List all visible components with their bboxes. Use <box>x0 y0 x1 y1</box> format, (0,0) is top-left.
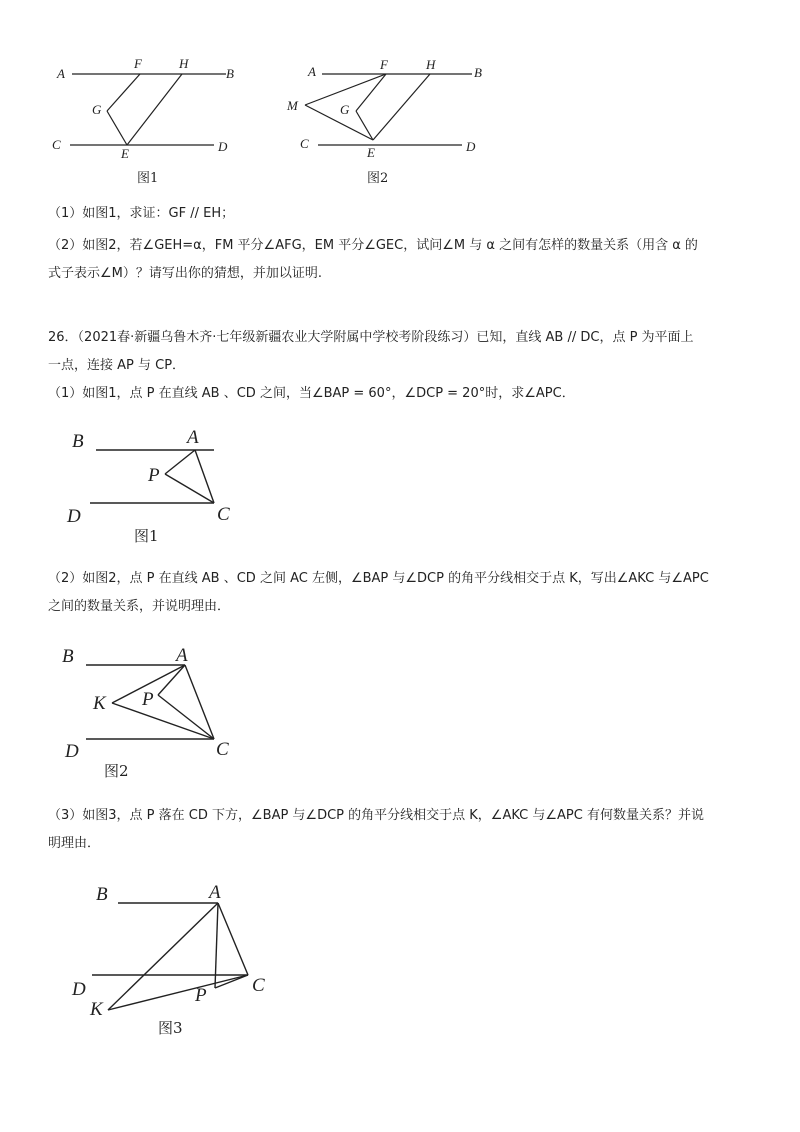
label-B: B <box>72 431 84 452</box>
p26-figure-1 <box>66 427 230 545</box>
label-F: F <box>134 56 142 71</box>
figure-caption: 图2 <box>104 762 129 780</box>
label-C: C <box>52 137 61 152</box>
label-A: A <box>187 427 199 448</box>
label-K: K <box>90 999 103 1020</box>
label-P: P <box>142 689 154 710</box>
label-F: F <box>380 57 388 72</box>
label-B: B <box>474 65 482 80</box>
problem-26-q1: （1）如图1，点 P 在直线 AB 、CD 之间，当∠BAP = 60°，∠DCP = 20°时，求∠APC． <box>48 386 575 401</box>
prev-part1: （1）如图1，求证：GF // EH； <box>48 206 235 221</box>
figure-caption: 图1 <box>137 171 159 186</box>
label-K: K <box>93 693 106 714</box>
label-E: E <box>367 145 375 160</box>
label-G: G <box>340 102 350 117</box>
top-figure-2 <box>286 57 482 186</box>
problem-26-header: 26．（2021春·新疆乌鲁木齐·七年级新疆农业大学附属中学校考阶段练习）已知，直线 AB // DC，点 P 为平面上 一点，连接 AP 与 CP． <box>48 330 694 373</box>
problem-26-q3: （3）如图3，点 P 落在 CD 下方，∠BAP 与∠DCP 的角平分线相交于点 K，∠AKC 与∠APC 有何数量关系？并说 明理由． <box>48 808 704 851</box>
label-A: A <box>209 882 221 903</box>
label-A: A <box>308 64 316 79</box>
label-D: D <box>218 139 228 154</box>
label-C: C <box>300 136 309 151</box>
label-P: P <box>148 465 160 486</box>
label-B: B <box>226 66 234 81</box>
label-H: H <box>426 57 436 72</box>
label-A: A <box>57 66 65 81</box>
label-D: D <box>72 979 86 1000</box>
label-E: E <box>121 146 129 161</box>
figure-caption: 图1 <box>134 527 159 545</box>
label-C: C <box>252 975 265 996</box>
p26-figure-3 <box>71 882 265 1037</box>
label-C: C <box>216 739 229 760</box>
label-G: G <box>92 102 102 117</box>
top-figure-1 <box>52 56 234 186</box>
label-D: D <box>65 741 79 762</box>
label-M: M <box>287 98 298 113</box>
label-B: B <box>96 884 108 905</box>
label-H: H <box>179 56 189 71</box>
label-A: A <box>176 645 188 666</box>
label-B: B <box>62 646 74 667</box>
problem-26-q2: （2）如图2，点 P 在直线 AB 、CD 之间 AC 左侧，∠BAP 与∠DCP 的角平分线相交于点 K，写出∠AKC 与∠APC 之间的数量关系，并说明理由． <box>48 571 709 614</box>
label-C: C <box>217 504 230 525</box>
p26-figure-2 <box>62 645 229 780</box>
prev-part2: （2）如图2，若∠GEH=α，FM 平分∠AFG，EM 平分∠GEC，试问∠M 与 α 之间有怎样的数量关系（用含 α 的 式子表示∠M）？请写出你的猜想，并加以证明. <box>48 238 698 281</box>
label-D: D <box>466 139 476 154</box>
figure-caption: 图2 <box>367 171 389 186</box>
label-P: P <box>195 985 207 1006</box>
figure-caption: 图3 <box>158 1019 183 1037</box>
label-D: D <box>67 506 81 527</box>
